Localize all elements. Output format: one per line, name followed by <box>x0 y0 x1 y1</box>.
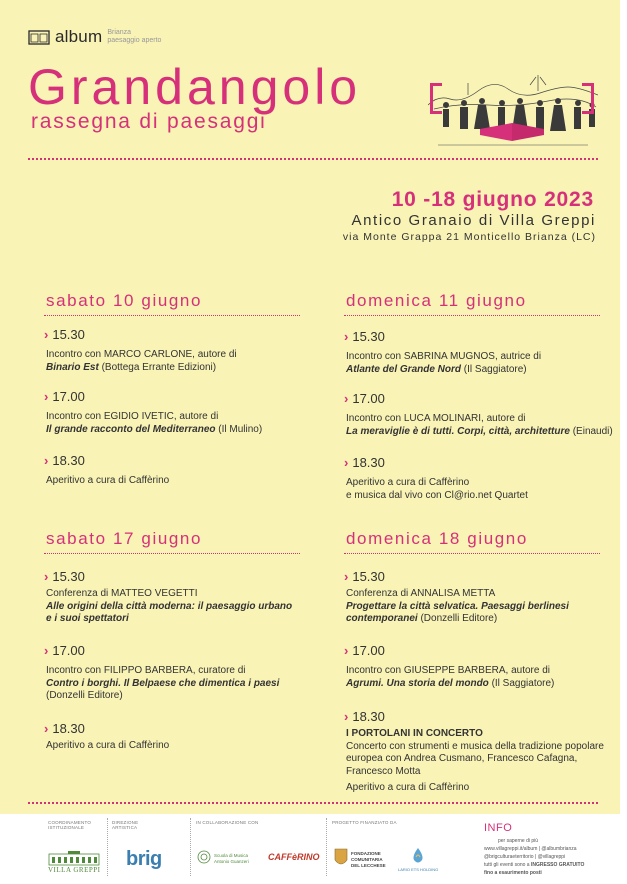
event-item <box>344 568 614 626</box>
music-school-name <box>214 853 249 865</box>
event-item <box>44 642 314 703</box>
event-description <box>344 351 614 376</box>
book-title: Binario Est <box>46 361 99 373</box>
publisher: (Donzelli Editore) <box>417 613 498 624</box>
footer-label-line: ARTISTICA <box>112 825 138 830</box>
day-domenica-11 <box>344 290 613 510</box>
brand-sub-1: Brianza <box>107 29 132 36</box>
fondazione-name <box>351 851 386 869</box>
event-time: 18.30 <box>352 455 385 470</box>
page-title: Grandangolo <box>28 59 362 115</box>
book-title: contemporanei <box>346 613 418 624</box>
event-item <box>44 720 314 753</box>
event-line: europea con Andrea Cusmano, Francesco Cafagna, <box>346 753 578 764</box>
music-school-logo-icon <box>197 850 211 864</box>
day-title: sabato 17 giugno <box>46 529 203 548</box>
publisher: (Einaudi) <box>569 425 613 437</box>
people-sketch-illustration <box>428 65 598 149</box>
event-time: 15.30 <box>352 329 385 344</box>
event-description <box>44 665 314 703</box>
day-divider <box>344 315 600 316</box>
chevron-right-icon: › <box>344 329 349 344</box>
page-subtitle: rassegna di paesaggi <box>31 110 267 133</box>
event-dates: 10 -18 giugno 2023 <box>391 188 594 211</box>
villa-greppi-logo <box>48 850 100 866</box>
fondazione-line: DEL LECCHESE <box>351 863 386 868</box>
publisher: (Bottega Errante Edizioni) <box>98 361 217 373</box>
footer-label-progetto: PROGETTO FINANZIATO DA <box>332 820 397 825</box>
book-title: Atlante del Grande Nord <box>346 363 462 375</box>
day-title: domenica 18 giugno <box>346 529 528 548</box>
concert-heading: I PORTOLANI IN CONCERTO <box>346 728 483 739</box>
event-item <box>344 708 614 795</box>
event-time: 17.00 <box>52 389 85 404</box>
footer-label-line: DIREZIONE <box>112 820 139 825</box>
event-item <box>44 388 314 436</box>
chevron-right-icon: › <box>344 569 349 584</box>
event-item <box>344 328 614 376</box>
info-free-entry-text: tutti gli eventi sono a <box>484 862 531 868</box>
publisher: (Donzelli Editore) <box>46 690 123 701</box>
chevron-right-icon: › <box>44 453 49 468</box>
event-venue: Antico Granaio di Villa Greppi <box>351 212 596 229</box>
fondazione-crest-icon <box>334 848 348 868</box>
footer-label-coordinamento <box>48 820 91 830</box>
event-line: Incontro con FILIPPO BARBERA, curatore di <box>46 665 246 676</box>
event-item <box>344 642 614 690</box>
chevron-right-icon: › <box>344 643 349 658</box>
album-logo <box>28 27 161 47</box>
event-description <box>344 413 614 438</box>
event-line: Incontro con EGIDIO IVETIC, autore di <box>46 411 219 422</box>
cafferino-logo: CAFFèRINO <box>268 852 320 862</box>
event-line: Conferenza di ANNALISA METTA <box>346 588 496 599</box>
event-line: Conferenza di MATTEO VEGETTI <box>46 588 198 599</box>
event-item <box>344 390 614 438</box>
book-title: La meraviglie è di tutti. Corpi, città, architetture <box>346 425 570 437</box>
event-line: Incontro con MARCO CARLONE, autore di <box>46 349 237 360</box>
event-item <box>44 568 314 626</box>
lario-name: LARIO ETS HOLDING <box>398 867 439 872</box>
chevron-right-icon: › <box>344 455 349 470</box>
music-school-line: Scuola di Musica <box>214 853 249 858</box>
footer-separator <box>190 818 191 876</box>
event-description <box>344 728 614 795</box>
day-sabato-10 <box>44 290 300 510</box>
event-item <box>44 452 314 488</box>
event-time: 15.30 <box>52 327 85 342</box>
event-description <box>344 477 614 502</box>
day-domenica-18 <box>344 528 604 798</box>
chevron-right-icon: › <box>44 643 49 658</box>
publisher: (Il Saggiatore) <box>488 677 555 689</box>
brig-logo: brig <box>126 848 162 870</box>
info-free-entry <box>484 862 584 868</box>
chevron-right-icon: › <box>44 721 49 736</box>
event-item <box>344 454 614 502</box>
event-description <box>44 411 314 436</box>
brand-name: album <box>55 27 103 46</box>
event-time: 15.30 <box>352 569 385 584</box>
event-item <box>44 326 314 374</box>
event-description <box>44 740 314 753</box>
day-divider <box>344 553 600 554</box>
divider-top <box>28 158 598 160</box>
page-edge <box>620 0 627 884</box>
event-line: e musica dal vivo con Cl@rio.net Quartet <box>346 489 528 501</box>
chevron-right-icon: › <box>44 327 49 342</box>
footer-label-line: ISTITUZIONALE <box>48 825 85 830</box>
publisher: (Il Mulino) <box>215 423 263 435</box>
day-title: domenica 11 giugno <box>346 291 527 310</box>
footer-label-line: COORDINAMENTO <box>48 820 92 825</box>
info-free-entry-bold: INGRESSO GRATUITO <box>530 862 585 868</box>
footer-label-collaborazione: IN COLLABORAZIONE CON <box>196 820 259 825</box>
event-line: Aperitivo a cura di Caffèrino <box>46 740 170 751</box>
event-description <box>44 475 314 488</box>
divider-bottom <box>28 802 598 804</box>
day-title: sabato 10 giugno <box>46 291 203 310</box>
footer <box>0 814 620 884</box>
info-limited: fino a esaurimento posti <box>484 870 542 876</box>
chevron-right-icon: › <box>44 569 49 584</box>
event-time: 17.00 <box>52 643 85 658</box>
brand-sub <box>107 29 161 45</box>
event-description <box>344 665 614 690</box>
event-time: 18.30 <box>52 453 85 468</box>
villa-greppi-name: VILLA GREPPI <box>48 866 101 874</box>
info-social[interactable]: @brigculturaeterritorio | @villagreppi <box>484 854 566 860</box>
info-line: per saperne di più <box>498 838 539 844</box>
footer-label-direzione <box>112 820 138 830</box>
event-line: Aperitivo a cura di Caffèrino <box>46 475 170 486</box>
event-line: Concerto con strumenti e musica della tradizione popolare <box>346 740 604 752</box>
fondazione-line: FONDAZIONE <box>351 851 381 856</box>
publisher: (Il Saggiatore) <box>461 363 527 375</box>
event-line: Incontro con SABRINA MUGNOS, autrice di <box>346 351 542 362</box>
event-line: Aperitivo a cura di Caffèrino <box>346 477 470 488</box>
footer-separator <box>107 818 108 876</box>
event-time: 17.00 <box>352 643 385 658</box>
book-title: Il grande racconto del Mediterraneo <box>46 423 216 435</box>
lario-drop-icon <box>410 847 426 865</box>
brand-sub-2: paesaggio aperto <box>107 37 162 44</box>
event-line: Incontro con GIUSEPPE BARBERA, autore di <box>346 665 550 676</box>
book-title: Contro i borghi. Il Belpaese che dimentica i paesi <box>46 677 280 689</box>
event-line: Aperitivo a cura di Caffèrino <box>346 782 470 793</box>
event-address: via Monte Grappa 21 Monticello Brianza (LC) <box>342 231 596 243</box>
event-description <box>44 349 314 374</box>
chevron-right-icon: › <box>344 709 349 724</box>
book-title: Progettare la città selvatica. Paesaggi berlinesi <box>346 600 569 612</box>
book-icon <box>28 30 50 45</box>
event-time: 17.00 <box>352 391 385 406</box>
day-divider <box>44 553 300 554</box>
book-title: Alle origini della città moderna: il paesaggio urbano <box>46 600 293 612</box>
book-title: e i suoi spettatori <box>46 613 129 624</box>
event-line: Incontro con LUCA MOLINARI, autore di <box>346 413 526 424</box>
chevron-right-icon: › <box>344 391 349 406</box>
day-sabato-17 <box>44 528 300 768</box>
info-heading: INFO <box>484 822 513 834</box>
chevron-right-icon: › <box>44 389 49 404</box>
event-description <box>344 588 614 626</box>
music-school-line: Antonio Guanzeri <box>214 859 249 864</box>
event-time: 18.30 <box>352 709 385 724</box>
event-description <box>44 588 314 626</box>
day-divider <box>44 315 300 316</box>
footer-separator <box>326 818 327 876</box>
event-time: 18.30 <box>52 721 85 736</box>
fondazione-line: COMUNITARIA <box>351 857 383 862</box>
info-links[interactable]: www.villagreppi.it/album | @albumbrianza <box>484 846 577 852</box>
event-line: Francesco Motta <box>346 765 421 777</box>
book-title: Agrumi. Una storia del mondo <box>346 677 489 689</box>
event-time: 15.30 <box>52 569 85 584</box>
